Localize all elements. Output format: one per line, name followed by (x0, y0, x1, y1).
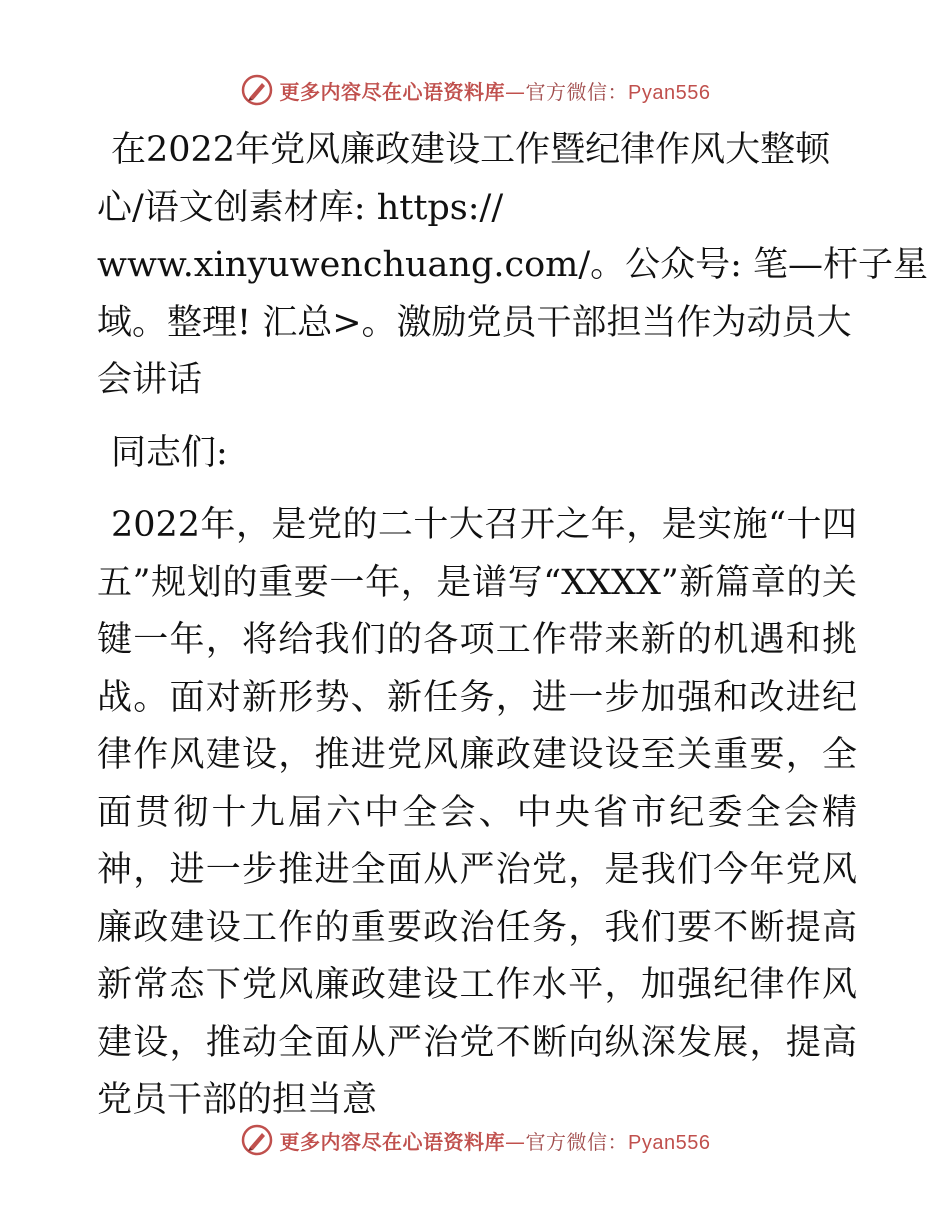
title-line: 会讲话 (97, 360, 203, 400)
body-paragraph: 2022年，是党的二十大召开之年，是实施“十四五”规划的重要一年，是谱写“XXXX”新篇章的关键一年，将给我们的各项工作带来新的机遇和挑战。面对新形势、新任务，进一步加强和改进纪律作风建设，推进党风廉政建设设至关重要，全面贯彻十九届六中全会、中央省市纪委全会精神，进一步推进全面从严治党，是我们今年党风廉政建设工作的重要政治任务，我们要不断提高新常态下党风廉政建设工作水平，加强纪律作风建设，推动全面从严治党不断向纵深发展，提高党员干部的担当意 (97, 505, 857, 1120)
pen-logo-icon (240, 1123, 274, 1157)
banner-wechat-id: Pyan556 (628, 81, 711, 104)
footer-banner (0, 1118, 950, 1162)
title-line: 在2022年党风廉政建设工作暨纪律作风大整顿 (111, 130, 831, 170)
banner-text (280, 76, 711, 105)
banner-dash: — (505, 79, 526, 104)
salutation: 同志们: (111, 432, 228, 473)
title-line: www.xinyuwenchuang.com/。公众号: 笔—杆子星 (97, 245, 929, 285)
banner-dash: — (505, 1129, 526, 1154)
pen-logo-icon (240, 73, 274, 107)
banner-main-text: 更多内容尽在心语资料库 (279, 1129, 506, 1154)
banner-wechat-id: Pyan556 (628, 1131, 711, 1154)
banner-main-text: 更多内容尽在心语资料库 (279, 79, 506, 104)
document-body (97, 122, 929, 1130)
document-title (97, 122, 929, 410)
title-line: 域。整理! 汇总>。激励党员干部担当作为动员大 (97, 302, 852, 343)
banner-text (280, 1126, 711, 1155)
banner-wechat-label: 官方微信： (525, 1129, 629, 1154)
banner-wechat-label: 官方微信： (525, 79, 629, 104)
title-line: 心/语文创素材库: https:// (97, 187, 504, 228)
header-banner (0, 68, 950, 112)
